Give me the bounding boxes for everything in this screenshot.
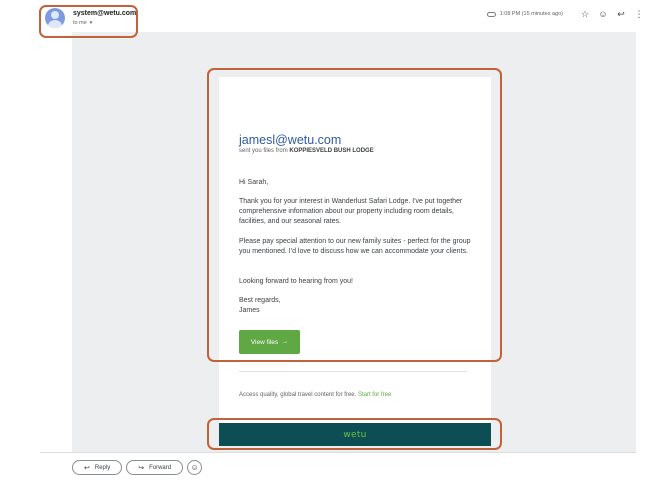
footer-text: Access quality, global travel content for free. bbox=[239, 392, 357, 398]
footer-promo bbox=[239, 392, 391, 398]
timestamp: 1:08 PM (15 minutes ago) bbox=[499, 11, 563, 17]
sent-from-line bbox=[239, 148, 374, 154]
divider bbox=[239, 371, 467, 372]
greeting: Hi Sarah, bbox=[239, 179, 269, 186]
email-header bbox=[0, 0, 670, 34]
reply-button[interactable] bbox=[72, 460, 122, 475]
signature: James bbox=[239, 307, 260, 314]
sender-text bbox=[73, 10, 136, 26]
recipient-label: to me bbox=[73, 19, 87, 26]
more-vert-icon[interactable]: ⋮ bbox=[634, 9, 644, 19]
bottom-divider bbox=[40, 452, 636, 453]
reply-label: Reply bbox=[94, 464, 111, 471]
arrow-right-icon: → bbox=[282, 339, 289, 345]
view-files-label: View files bbox=[250, 338, 279, 346]
forward-label: Forward bbox=[149, 464, 172, 471]
from-email: jamesl@wetu.com bbox=[239, 133, 342, 147]
sender-email: system@wetu.com bbox=[73, 9, 137, 17]
attachment-icon bbox=[487, 12, 496, 17]
lodge-name: KOPPIESVELD BUSH LODGE bbox=[289, 148, 374, 154]
header-actions bbox=[487, 9, 644, 19]
sender-info[interactable] bbox=[45, 8, 136, 28]
chevron-down-icon[interactable]: ▼ bbox=[88, 19, 94, 25]
wetu-logo: wetu bbox=[343, 429, 367, 440]
forward-icon: ↪ bbox=[138, 464, 145, 472]
start-for-free-link[interactable]: Start for free bbox=[357, 392, 392, 398]
sent-prefix: sent you files from bbox=[239, 148, 288, 154]
paragraph-intro: Thank you for your interest in Wanderlust Safari Lodge. I've put together comprehensive information about our property including room details, facilities, and our seasonal rates. bbox=[239, 198, 463, 225]
emoji-reaction-button[interactable]: ☺ bbox=[187, 460, 202, 475]
emoji-icon[interactable]: ☺ bbox=[598, 9, 608, 19]
view-files-button[interactable] bbox=[239, 330, 300, 354]
avatar[interactable] bbox=[45, 8, 65, 28]
reply-actions bbox=[72, 460, 202, 475]
paragraph-closing: Looking forward to hearing from you! bbox=[239, 278, 354, 285]
forward-button[interactable] bbox=[126, 460, 183, 475]
reply-icon[interactable]: ↩ bbox=[617, 9, 625, 19]
email-card bbox=[219, 77, 491, 439]
footer-banner bbox=[219, 423, 491, 446]
star-icon[interactable]: ☆ bbox=[580, 9, 590, 19]
paragraph-suites: Please pay special attention to our new family suites - perfect for the group you mentioned. I'd love to discuss how we can accommodate your clients. bbox=[239, 238, 471, 255]
recipient-line[interactable] bbox=[73, 20, 136, 26]
signoff: Best regards, bbox=[239, 297, 281, 304]
reply-icon: ↩ bbox=[84, 464, 90, 472]
